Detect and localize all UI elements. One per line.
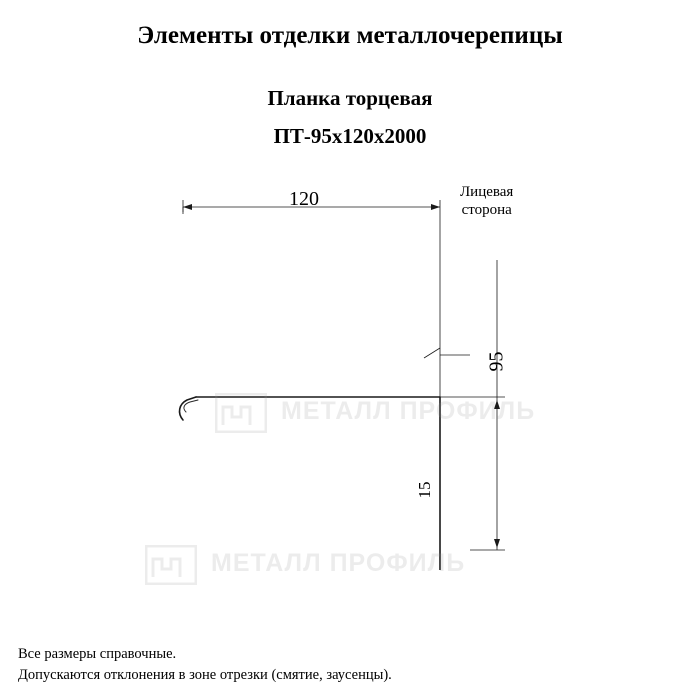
arrow-120-left <box>183 204 192 210</box>
annotation-face-side-line1: Лицевая <box>460 184 514 200</box>
annotation-face-side <box>460 183 513 219</box>
leader-face-side-tick <box>424 348 440 358</box>
arrow-95-bottom <box>494 539 500 548</box>
profile-hook <box>180 397 196 420</box>
dimension-label-120: 120 <box>289 188 319 210</box>
product-name: Планка торцевая <box>267 86 433 110</box>
profile-hook-inner <box>184 400 198 412</box>
footnotes <box>18 644 392 686</box>
watermark-text: МЕТАЛЛ ПРОФИЛЬ <box>211 549 466 578</box>
arrow-120-right <box>431 204 440 210</box>
technical-drawing <box>0 150 700 578</box>
annotation-face-side-line2: сторона <box>461 202 512 218</box>
footnote-2: Допускаются отклонения в зоне отрезки (смятие, заусенцы). <box>18 666 392 683</box>
arrow-95-top <box>494 400 500 409</box>
drawing-svg <box>0 150 700 570</box>
dimension-label-95: 95 <box>485 351 508 372</box>
product-code: ПТ-95х120х2000 <box>273 124 427 148</box>
footnote-1: Все размеры справочные. <box>18 645 177 662</box>
dimension-label-15: 15 <box>415 481 434 499</box>
watermark-text: МЕТАЛЛ ПРОФИЛЬ <box>281 397 536 426</box>
page-title: Элементы отделки металлочерепицы <box>137 22 563 49</box>
